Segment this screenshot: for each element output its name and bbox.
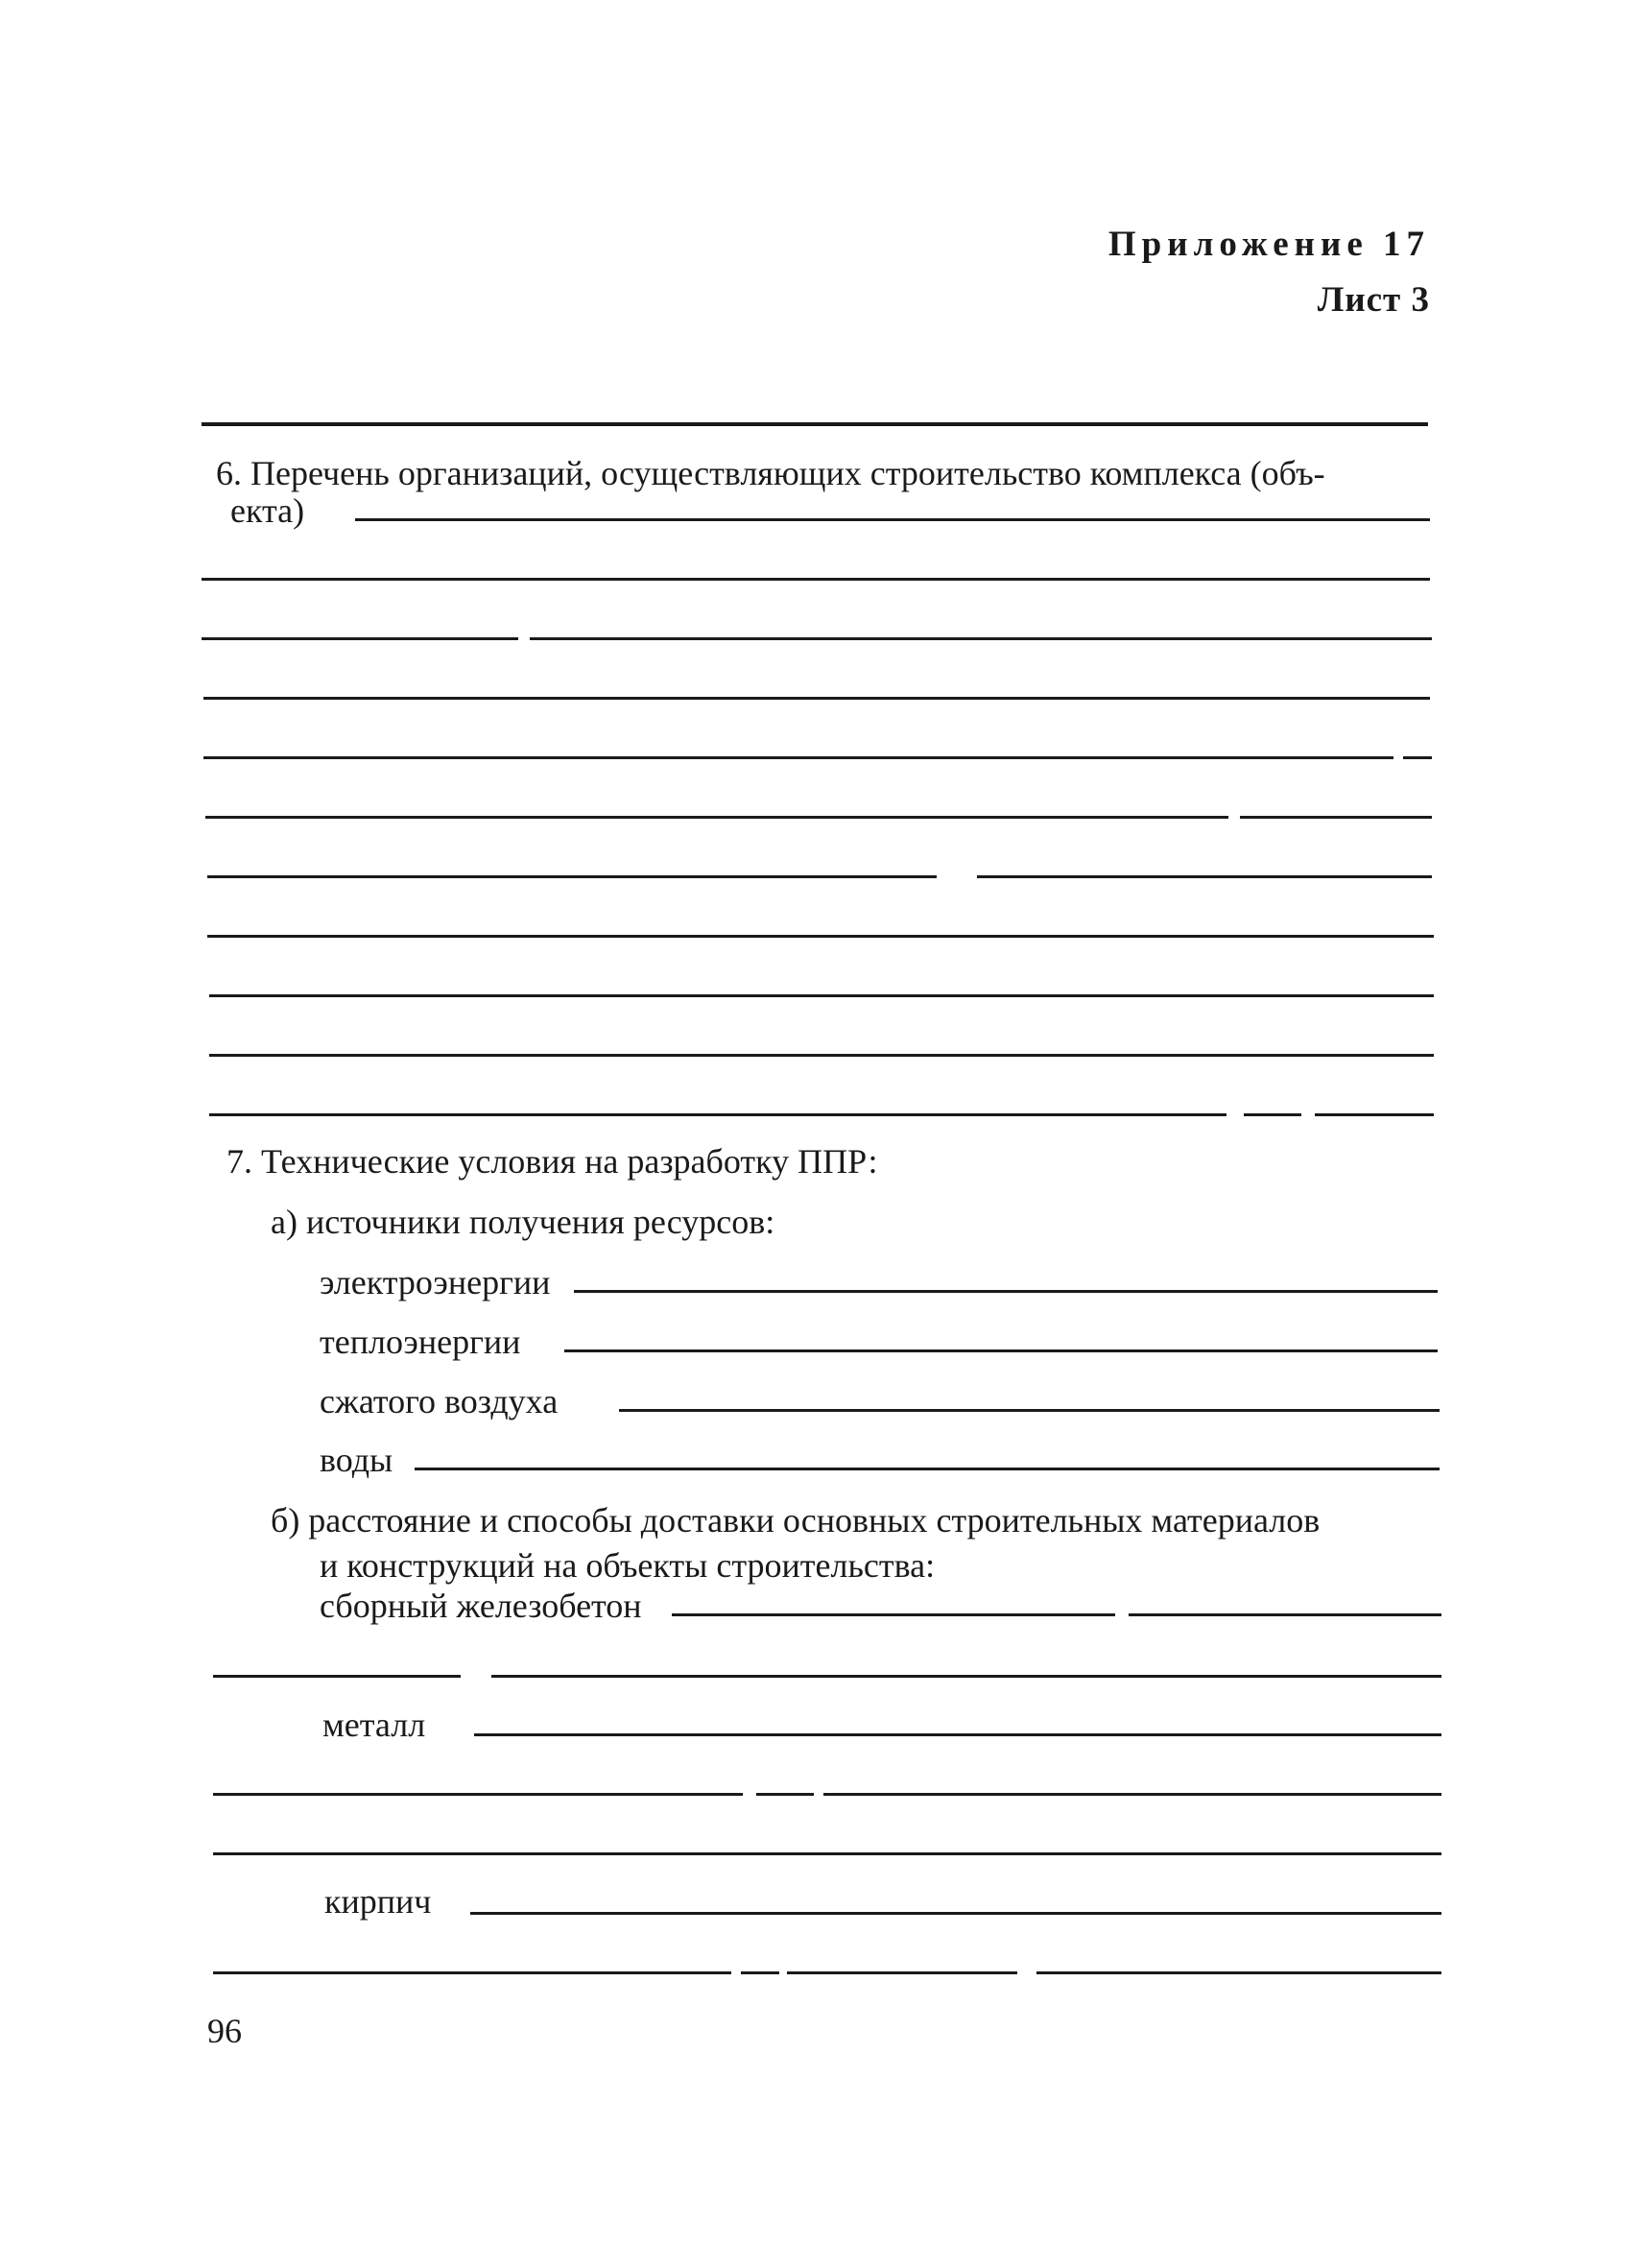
material-metal-line[interactable] [474, 1733, 1441, 1736]
top-rule [202, 422, 1428, 426]
section-6-blank-line[interactable] [202, 578, 1430, 581]
material-blank-line[interactable] [1036, 1971, 1441, 1974]
material-blank-line[interactable] [787, 1971, 1017, 1974]
section-6-blank-line[interactable] [209, 994, 1434, 997]
resource-water-label: воды [320, 1441, 393, 1479]
material-blank-line[interactable] [213, 1971, 731, 1974]
section-6-blank-line[interactable] [203, 756, 1393, 759]
material-precast-concrete-line[interactable] [672, 1613, 1115, 1616]
section-6-blank-line[interactable] [1403, 756, 1432, 759]
resource-heat-label: теплоэнергии [320, 1323, 521, 1361]
material-blank-line[interactable] [213, 1793, 743, 1796]
section-6-blank-line[interactable] [1315, 1113, 1434, 1116]
sheet-label: Лист 3 [1317, 280, 1430, 320]
material-blank-line[interactable] [823, 1793, 1441, 1796]
resource-compressed-air-line[interactable] [619, 1409, 1440, 1412]
section-7b-line1: б) расстояние и способы доставки основных строительных материалов [271, 1501, 1321, 1540]
section-6-continuation: екта) [230, 491, 305, 530]
section-6-blank-line[interactable] [207, 875, 937, 878]
resource-compressed-air-label: сжатого воздуха [320, 1382, 559, 1420]
resource-heat-line[interactable] [564, 1349, 1438, 1352]
section-6-blank-line[interactable] [209, 1113, 1226, 1116]
material-blank-line[interactable] [756, 1793, 814, 1796]
material-blank-line[interactable] [741, 1971, 779, 1974]
material-blank-line[interactable] [213, 1852, 1441, 1855]
section-6-blank-line[interactable] [207, 935, 1434, 938]
section-6-blank-line[interactable] [209, 1054, 1434, 1057]
page-number: 96 [207, 2012, 242, 2050]
section-7b-line2: и конструкций на объекты строительства: [320, 1546, 936, 1585]
resource-electricity-label: электроэнергии [320, 1263, 551, 1301]
material-metal-label: металл [322, 1706, 426, 1744]
material-brick-label: кирпич [324, 1882, 432, 1921]
section-7-title: 7. Технические условия на разработку ППР: [226, 1142, 878, 1181]
section-6-blank-line[interactable] [977, 875, 1432, 878]
material-brick-line[interactable] [470, 1912, 1441, 1915]
section-6-title: 6. Перечень организаций, осуществляющих строительство комплекса (объ- [216, 454, 1325, 492]
section-6-blank-line[interactable] [1244, 1113, 1301, 1116]
section-6-blank-line[interactable] [205, 816, 1228, 819]
appendix-label: Приложение 17 [1107, 225, 1430, 264]
section-7a-label: а) источники получения ресурсов: [271, 1203, 775, 1241]
material-precast-concrete-label: сборный железобетон [320, 1587, 642, 1625]
section-6-blank-line[interactable] [203, 697, 1430, 700]
section-6-fill-line[interactable] [355, 518, 1430, 521]
material-blank-line[interactable] [491, 1675, 1441, 1678]
section-6-blank-line[interactable] [1240, 816, 1432, 819]
resource-water-line[interactable] [415, 1468, 1440, 1470]
section-6-blank-line[interactable] [530, 637, 1432, 640]
resource-electricity-line[interactable] [574, 1290, 1438, 1293]
section-6-blank-line[interactable] [202, 637, 518, 640]
material-precast-concrete-line[interactable] [1129, 1613, 1441, 1616]
material-blank-line[interactable] [213, 1675, 461, 1678]
